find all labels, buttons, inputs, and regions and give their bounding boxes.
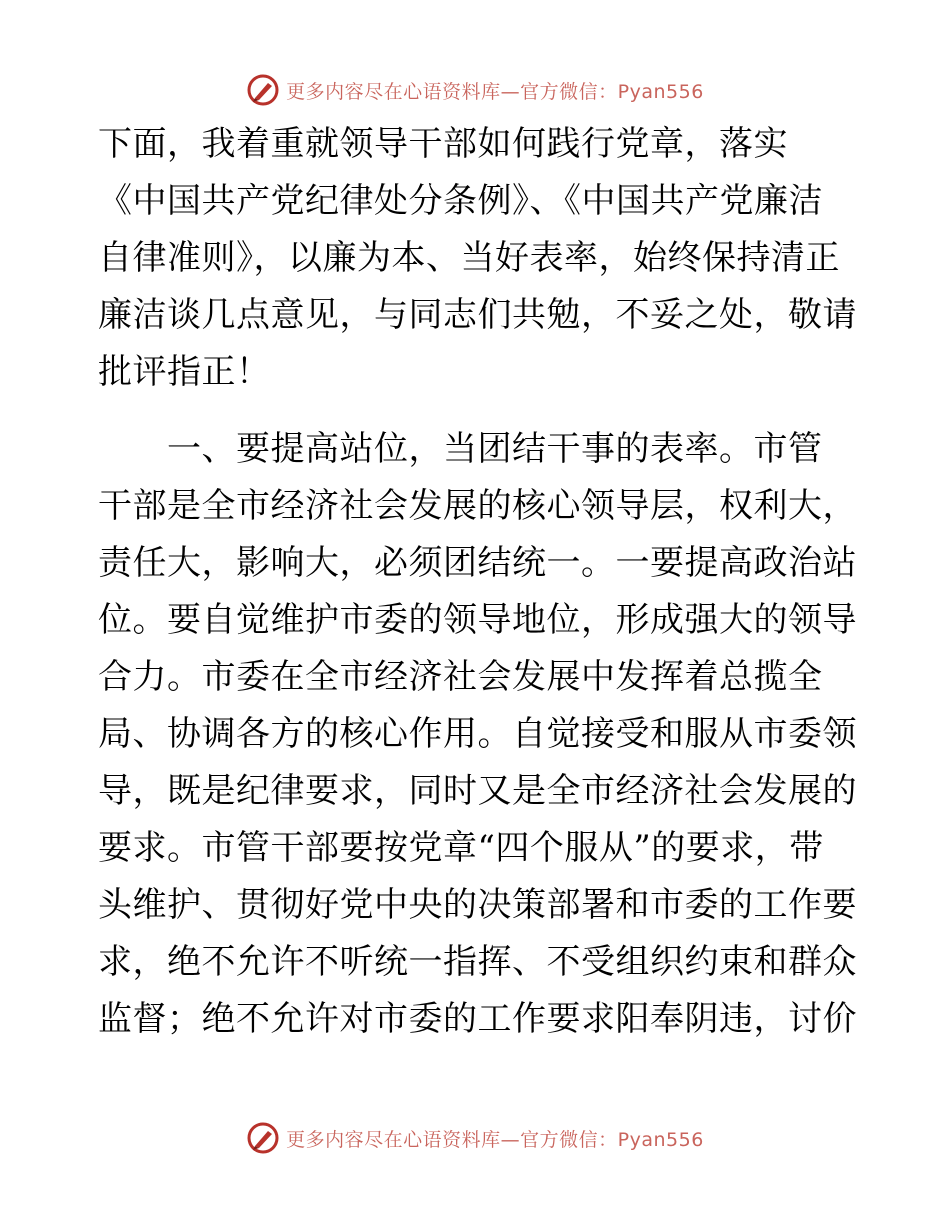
text-line: 批评指正！	[98, 352, 271, 392]
text-line: 监督；绝不允许对市委的工作要求阳奉阴违，讨价	[98, 999, 857, 1039]
text-line: 《中国共产党纪律处分条例》、《中国共产党廉洁	[98, 181, 823, 221]
text-line: 合力。市委在全市经济社会发展中发挥着总揽全	[98, 657, 823, 697]
paragraph-intro	[98, 116, 857, 401]
text-line: 导，既是纪律要求，同时又是全市经济社会发展的	[98, 771, 857, 811]
text-line: 要求。市管干部要按党章“四个服从”的要求，带	[98, 828, 824, 868]
pen-logo-icon	[246, 1121, 280, 1155]
text-line: 头维护、贯彻好党中央的决策部署和市委的工作要	[98, 885, 857, 925]
text-line: 一、要提高站位，当团结干事的表率。市管	[98, 429, 823, 469]
footer-watermark	[0, 1118, 950, 1158]
text-line: 廉洁谈几点意见，与同志们共勉，不妥之处，敬请	[98, 295, 857, 335]
pen-logo-icon	[246, 73, 280, 107]
text-line: 求，绝不允许不听统一指挥、不受组织约束和群众	[98, 942, 857, 982]
text-line: 干部是全市经济社会发展的核心领导层，权利大，	[98, 486, 857, 526]
text-line: 局、协调各方的核心作用。自觉接受和服从市委领	[98, 714, 857, 754]
text-line: 自律准则》，以廉为本、当好表率，始终保持清正	[98, 238, 840, 278]
watermark-text: 更多内容尽在心语资料库—官方微信：Pyan556	[286, 1128, 704, 1151]
paragraph-section-one	[98, 421, 857, 1048]
text-line: 位。要自觉维护市委的领导地位，形成强大的领导	[98, 600, 857, 640]
text-line: 责任大，影响大，必须团结统一。一要提高政治站	[98, 543, 857, 583]
watermark-text: 更多内容尽在心语资料库—官方微信：Pyan556	[286, 80, 704, 103]
header-watermark	[0, 70, 950, 110]
text-line: 下面，我着重就领导干部如何践行党章，落实	[98, 124, 788, 164]
document-body	[98, 116, 857, 1048]
